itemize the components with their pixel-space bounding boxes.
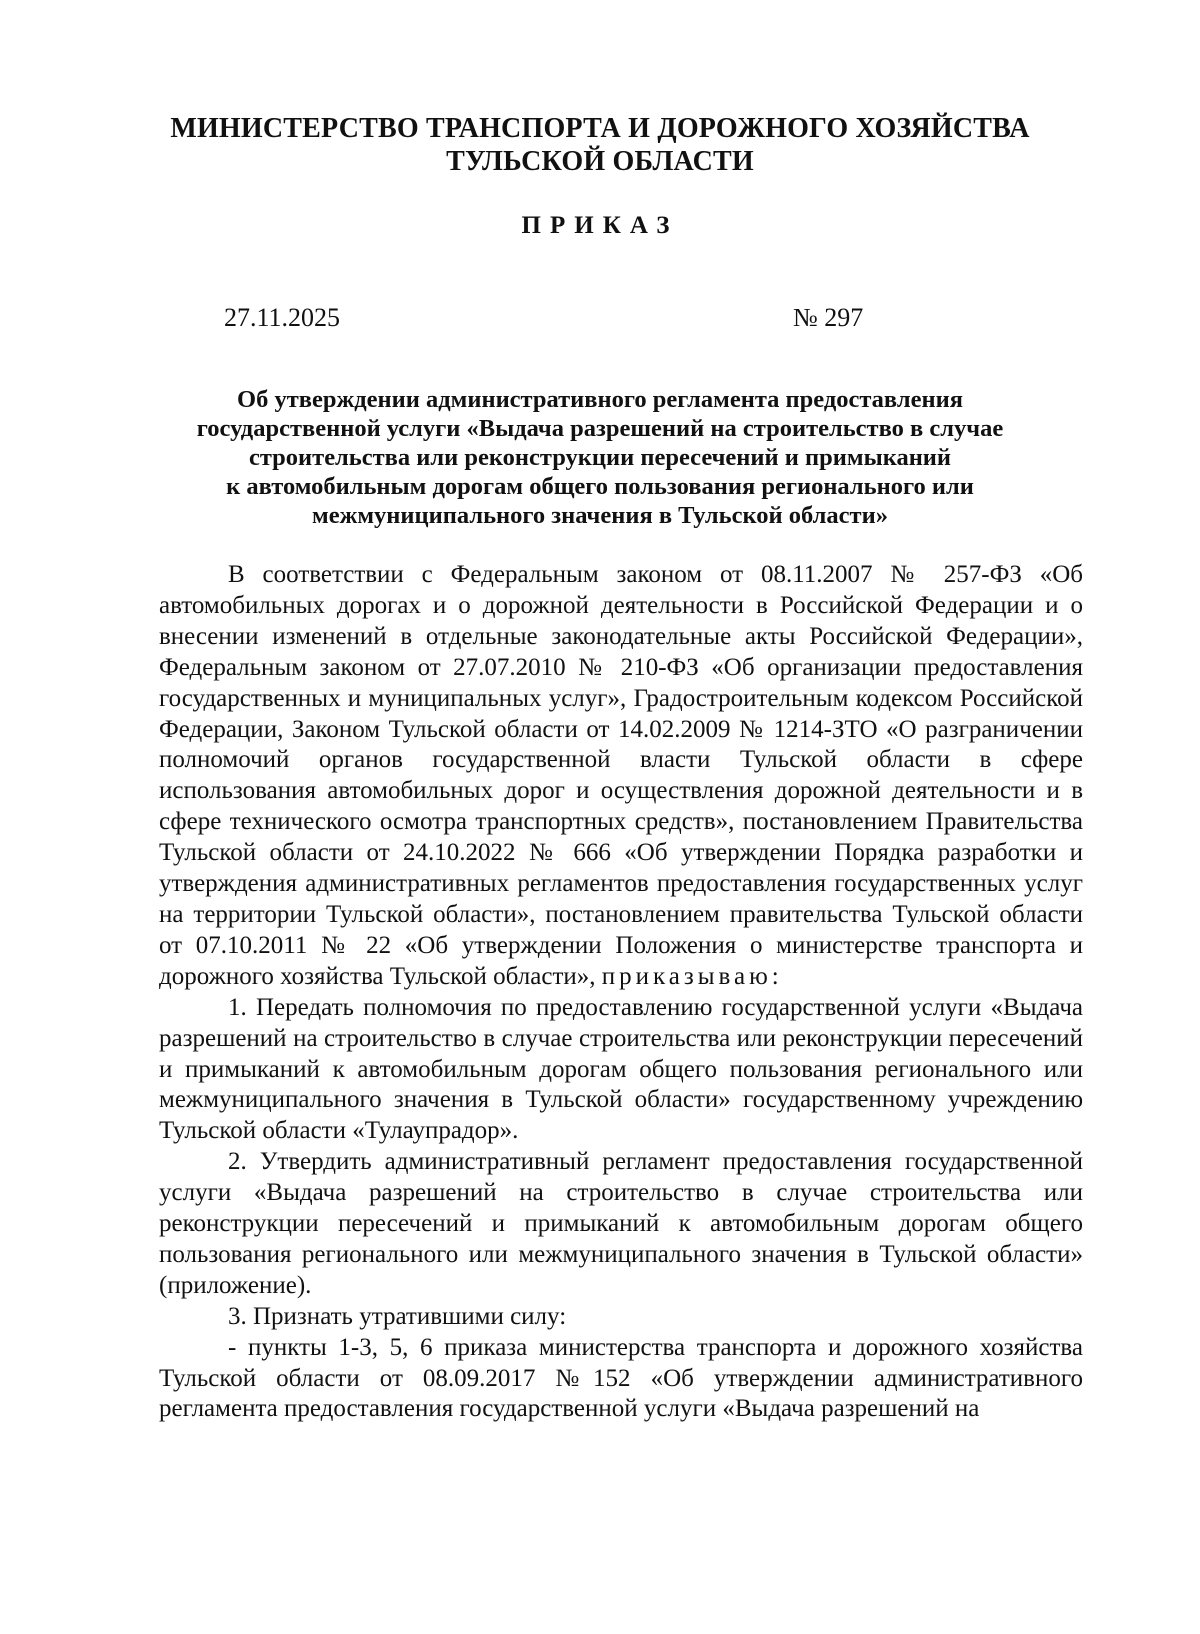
- order-item-3: 3. Признать утратившими силу:: [228, 1302, 567, 1330]
- document-type: ПРИКАЗ: [521, 212, 679, 239]
- orders-word: приказываю:: [601, 962, 783, 990]
- order-item-2: 2. Утвердить административный регламент предоставления государственной услуги «Выдача разрешений на строительство в случае строительства или реконструкции пересечений и примыканий к автомобильным дорогам общего пользования регионального или межмуниципального значения в Тульской области» (приложение).: [159, 1148, 1083, 1299]
- organization-name: [0, 112, 1200, 178]
- subject-line: межмуниципального значения в Тульской области»: [312, 502, 888, 529]
- organization-name-line-1: МИНИСТЕРСТВО ТРАНСПОРТА И ДОРОЖНОГО ХОЗЯЙСТВА: [170, 113, 1030, 144]
- document-number: № 297: [793, 303, 864, 332]
- document-date: 27.11.2025: [224, 303, 341, 332]
- subject-line: государственной услуги «Выдача разрешений на строительство в случае: [196, 415, 1004, 442]
- order-item-3-sub-1: - пункты 1-3, 5, 6 приказа министерства транспорта и дорожного хозяйства Тульской области от 08.09.2017 №152 «Об утверждении административного регламента предоставления государственной услуги «Выдача разрешений на: [159, 1333, 1083, 1423]
- preamble-paragraph: [159, 560, 1083, 993]
- organization-name-line-2: ТУЛЬСКОЙ ОБЛАСТИ: [446, 146, 754, 177]
- document-body: [159, 560, 1083, 1425]
- subject-line: Об утверждении административного регламента предоставления: [237, 386, 963, 413]
- subject-line: к автомобильным дорогам общего пользования регионального или: [226, 473, 974, 500]
- order-item-1: 1. Передать полномочия по предоставлению государственной услуги «Выдача разрешений на строительство в случае строительства или реконструкции пересечений и примыканий к автомобильным дорогам общего пользования регионального или межмуниципального значения в Тульской области» государственному учреждению Тульской области «Тулаупрадор».: [159, 993, 1083, 1145]
- subject-line: строительства или реконструкции пересечений и примыканий: [248, 444, 952, 471]
- document-subject: [130, 385, 1070, 530]
- preamble-text: В соответствии с Федеральным законом от 08.11.2007 № 257-ФЗ «Об автомобильных дорогах и о дорожной деятельности в Российской Федерации и о внесении изменений в отдельные законодательные акты Российской Федерации», Федеральным законом от 27.07.2010 № 210-ФЗ «Об организации предоставления государственных и муниципальных услуг», Градостроительным кодексом Российской Федерации, Законом Тульской области от 14.02.2009 № 1214-ЗТО «О разграничении полномочий органов государственной власти Тульской области в сфере использования автомобильных дорог и осуществления дорожной деятельности и в сфере технического осмотра транспортных средств», постановлением Правительства Тульской области от 24.10.2022 № 666 «Об утверждении Порядка разработки и утверждения административных регламентов предоставления государственных услуг на территории Тульской области», постановлением правительства Тульской области от 07.10.2011 № 22 «Об утверждении Положения о министерстве транспорта и дорожного хозяйства Тульской области»,: [159, 561, 1083, 990]
